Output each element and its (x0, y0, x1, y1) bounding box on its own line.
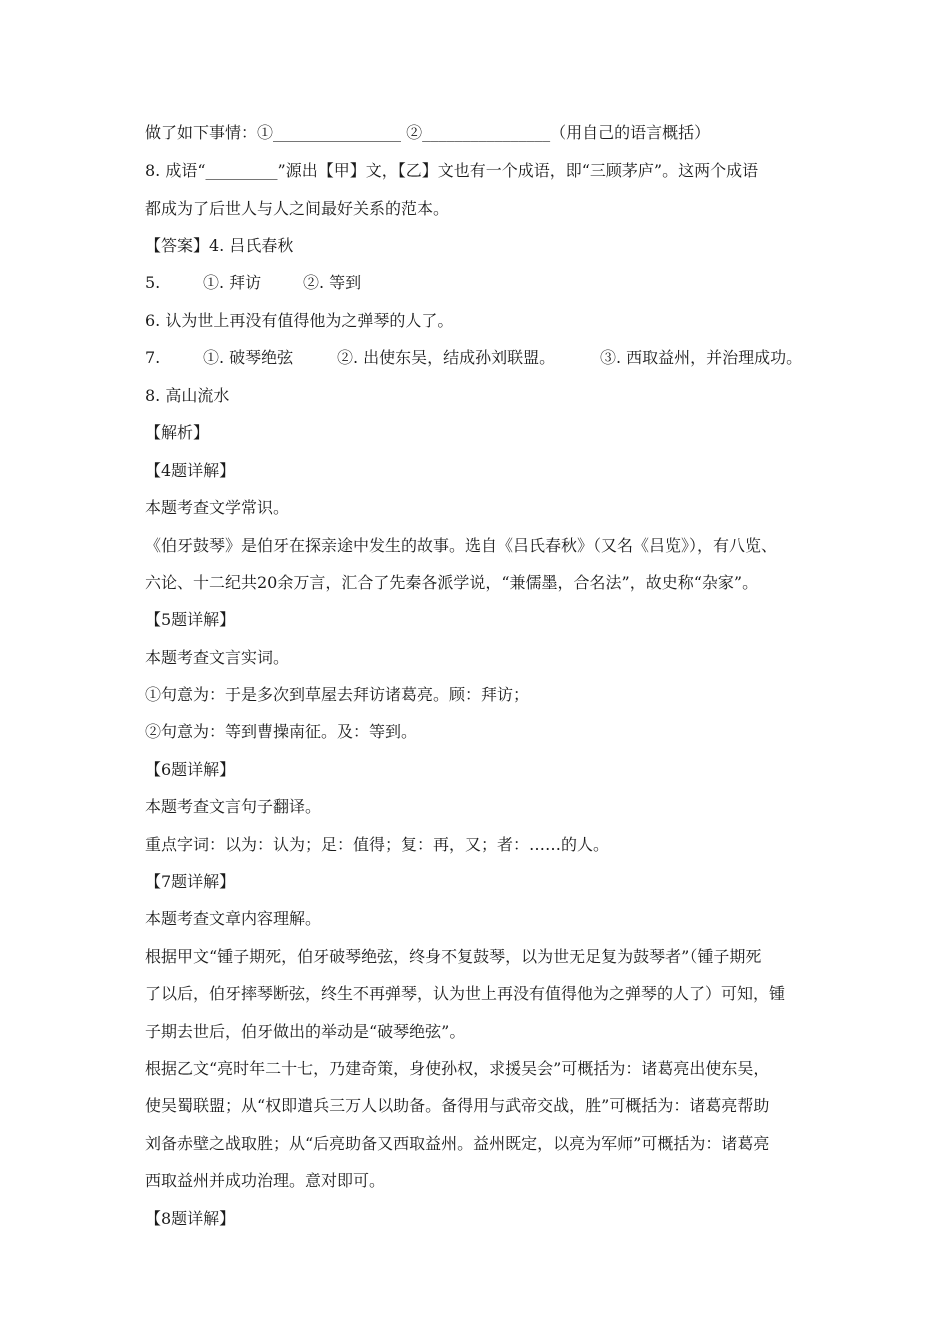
q8-detail-heading: 【8题详解】 (145, 1209, 236, 1228)
answer-5-b: ②. 等到 (303, 273, 362, 292)
q6-detail-line: 本题考查文言句子翻译。 (145, 797, 322, 816)
q4-detail-heading: 【4题详解】 (145, 461, 236, 480)
q7-detail-line: 了以后，伯牙摔琴断弦，终生不再弹琴，认为世上再没有值得他为之弹琴的人了）可知，锺 (145, 984, 786, 1003)
answer-5-number: 5. (145, 273, 161, 292)
q7-detail-line: 使吴蜀联盟；从“权即遣兵三万人以助备。备得用与武帝交战，胜”可概括为：诸葛亮帮助 (145, 1096, 770, 1115)
q7-detail-line: 刘备赤壁之战取胜；从“后亮助备又西取益州。益州既定，以亮为军师”可概括为：诸葛亮 (145, 1134, 770, 1153)
q7-detail-line: 本题考查文章内容理解。 (145, 909, 322, 928)
answer-7-c: ③. 西取益州，并治理成功。 (600, 348, 803, 367)
q6-detail-heading: 【6题详解】 (145, 760, 236, 779)
q7-detail-line: 根据甲文“锺子期死，伯牙破琴绝弦，终身不复鼓琴，以为世无足复为鼓琴者”（锺子期死 (145, 947, 762, 966)
q8-prompt-line-1: 8. 成语“_________”源出【甲】文，【乙】文也有一个成语，即“三顾茅庐”。这两个成语 (145, 161, 759, 180)
q4-detail-line: 本题考查文学常识。 (145, 498, 290, 517)
answer-7-a: ①. 破琴绝弦 (203, 348, 294, 367)
q7-prompt-line: 做了如下事情：①________________ ②________________（用自己的语言概括） (145, 123, 711, 142)
q7-detail-line: 西取益州并成功治理。意对即可。 (145, 1171, 386, 1190)
q7-detail-heading: 【7题详解】 (145, 872, 236, 891)
answer-heading: 【答案】4. 吕氏春秋 (145, 236, 294, 255)
analysis-heading: 【解析】 (145, 423, 210, 442)
q8-prompt-line-2: 都成为了后世人与人之间最好关系的范本。 (145, 199, 450, 218)
q7-detail-line: 子期去世后，伯牙做出的举动是“破琴绝弦”。 (145, 1022, 466, 1041)
answer-6: 6. 认为世上再没有值得他为之弹琴的人了。 (145, 311, 454, 330)
q5-detail-line: 本题考查文言实词。 (145, 648, 290, 667)
q7-detail-line: 根据乙文“亮时年二十七，乃建奇策，身使孙权，求援吴会”可概括为：诸葛亮出使东吴， (145, 1059, 770, 1078)
answer-5-a: ①. 拜访 (203, 273, 262, 292)
answer-8: 8. 高山流水 (145, 386, 230, 405)
q5-detail-line: ②句意为：等到曹操南征。及：等到。 (145, 722, 418, 741)
q5-detail-heading: 【5题详解】 (145, 610, 236, 629)
q4-detail-line: 六论、十二纪共20余万言，汇合了先秦各派学说，“兼儒墨，合名法”，故史称“杂家”。 (145, 573, 759, 592)
answer-7-b: ②. 出使东吴，结成孙刘联盟。 (337, 348, 556, 367)
q6-detail-line: 重点字词：以为：认为；足：值得；复：再，又；者：……的人。 (145, 835, 610, 854)
q4-detail-line: 《伯牙鼓琴》是伯牙在探亲途中发生的故事。选自《吕氏春秋》（又名《吕览》），有八览、 (145, 536, 778, 555)
q5-detail-line: ①句意为：于是多次到草屋去拜访诸葛亮。顾：拜访； (145, 685, 530, 704)
answer-7-number: 7. (145, 348, 161, 367)
